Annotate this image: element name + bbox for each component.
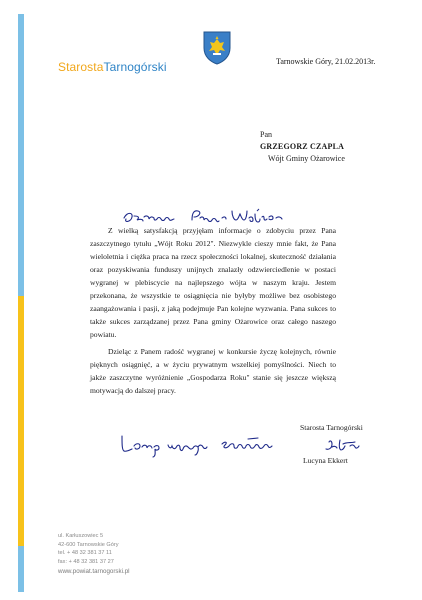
footer-tel: tel. + 48 32 381 37 11 xyxy=(58,550,112,557)
coat-of-arms-icon xyxy=(202,30,232,66)
brand-word-1: Starosta xyxy=(58,60,104,74)
addressee-salutation: Pan xyxy=(260,130,272,139)
signer-name: Lucyna Ekkert xyxy=(303,456,348,465)
addressee-block xyxy=(260,129,345,165)
body-paragraph-1: Z wielką satysfakcją przyjęłam informacje o zdobyciu przez Pana zaszczytnego tytułu „Wójt Roku 2012". Niezwykle cieszy mnie fakt, że Pana wieloletnia i ciężka praca na rzecz społeczności lokalnej, skuteczność działania oraz pozyskiwania funduszy unijnych znalazły odzwierciedlenie w postaci wygranej w plebiscycie na najlepszego wójta w naszym kraju. Jestem przekonana, że wszystkie te osiągnięcia nie byłyby możliwe bez osobistego zaangażowania i pasji, z jaką podejmuje Pan kolejne wyzwania. Pana sukces to także sukces zarządzanej przez Pana gminy Ożarowice oraz całego naszego powiatu. xyxy=(90,226,336,339)
signature-mark xyxy=(322,437,362,453)
addressee-name: GRZEGORZ CZAPLA xyxy=(260,142,345,151)
footer-website-link[interactable]: www.powiat.tarnogorski.pl xyxy=(58,568,130,576)
letter-date: Tarnowskie Góry, 21.02.2013r. xyxy=(276,57,376,66)
side-stripe-yellow xyxy=(18,296,24,546)
signer-block xyxy=(300,422,363,434)
letter-body xyxy=(90,224,336,397)
footer-fax: fax: + 48 32 381 37 27 xyxy=(58,558,114,565)
footer-city: 42-600 Tarnowskie Góry xyxy=(58,541,119,548)
brand-word-2: Tarnogórski xyxy=(103,60,167,74)
footer-contact xyxy=(58,532,130,577)
addressee-role: Wójt Gminy Ożarowice xyxy=(268,154,345,163)
handwritten-closing xyxy=(118,430,283,460)
body-paragraph-2: Dzieląc z Panem radość wygranej w konkursie życzę kolejnych, równie pięknych osiągnięć, a w życiu prywatnym wszelkiej pomyślności. Niech to jakże zaszczytne wyróżnienie „Gospodarza Roku" stanie się jeszcze większą motywacją do dalszej pracy. xyxy=(90,347,336,395)
signer-title: Starosta Tarnogórski xyxy=(300,423,363,432)
footer-address: ul. Karłuszowiec 5 xyxy=(58,533,104,539)
brand-logotype xyxy=(58,60,167,74)
